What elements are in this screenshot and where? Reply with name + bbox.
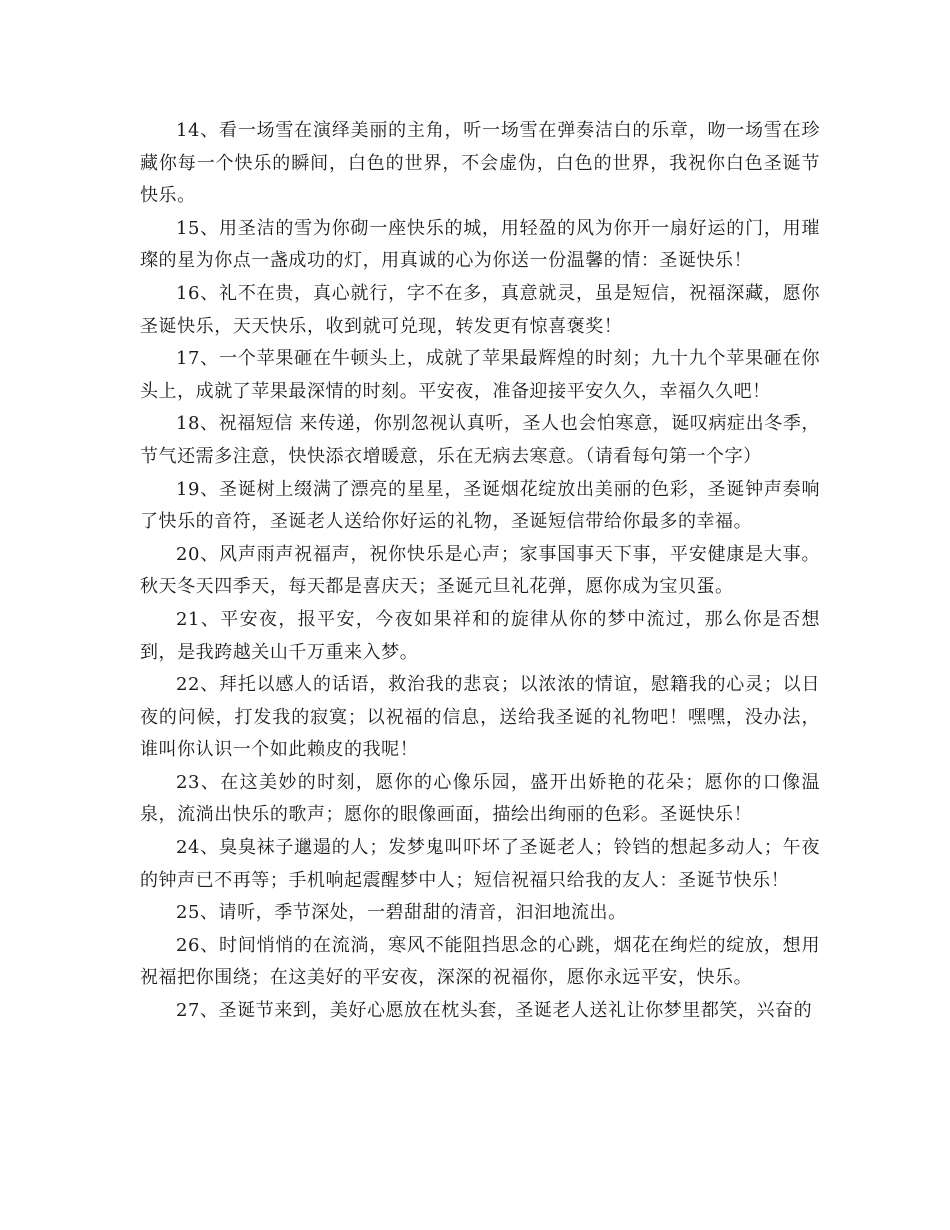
paragraph-14: 14、看一场雪在演绎美丽的主角，听一场雪在弹奏洁白的乐章，吻一场雪在珍藏你每一个快乐的瞬间，白色的世界，不会虚伪，白色的世界，我祝你白色圣诞节快乐。 [140,120,820,207]
paragraph-20: 20、风声雨声祝福声，祝你快乐是心声；家事国事天下事，平安健康是大事。秋天冬天四季天，每天都是喜庆天；圣诞元旦礼花弹，愿你成为宝贝蛋。 [140,543,820,598]
paragraph-15: 15、用圣洁的雪为你砌一座快乐的城，用轻盈的风为你开一扇好运的门，用璀璨的星为你点一盏成功的灯，用真诚的心为你送一份温馨的情：圣诞快乐！ [140,217,820,272]
paragraph-21: 21、平安夜，报平安，今夜如果祥和的旋律从你的梦中流过，那么你是否想到，是我跨越关山千万重来入梦。 [140,608,820,663]
paragraph-23: 23、在这美妙的时刻，愿你的心像乐园，盛开出娇艳的花朵；愿你的口像温泉，流淌出快乐的歌声；愿你的眼像画面，描绘出绚丽的色彩。圣诞快乐！ [140,771,820,826]
paragraph-26: 26、时间悄悄的在流淌，寒风不能阻挡思念的心跳，烟花在绚烂的绽放，想用祝福把你围绕；在这美好的平安夜，深深的祝福你，愿你永远平安，快乐。 [140,934,820,989]
paragraph-17: 17、一个苹果砸在牛顿头上，成就了苹果最辉煌的时刻；九十九个苹果砸在你头上，成就了苹果最深情的时刻。平安夜，准备迎接平安久久，幸福久久吧！ [140,348,820,402]
paragraph-25: 25、请听，季节深处，一碧甜甜的清音，汩汩地流出。 [176,902,627,924]
document-body [140,115,820,1028]
paragraph-27: 27、圣诞节来到，美好心愿放在枕头套，圣诞老人送礼让你梦里都笑，兴奋的 [176,1000,813,1022]
paragraph-22: 22、拜托以感人的话语，救治我的悲哀；以浓浓的情谊，慰籍我的心灵；以日夜的问候，打发我的寂寞；以祝福的信息，送给我圣诞的礼物吧！嘿嘿，没办法，谁叫你认识一个如此赖皮的我呢！ [140,674,820,761]
paragraph-24: 24、臭臭袜子邋遢的人；发梦鬼叫吓坏了圣诞老人；铃铛的想起多动人；午夜的钟声已不再等；手机响起震醒梦中人；短信祝福只给我的友人：圣诞节快乐！ [140,837,820,891]
paragraph-19: 19、圣诞树上缀满了漂亮的星星，圣诞烟花绽放出美丽的色彩，圣诞钟声奏响了快乐的音符，圣诞老人送给你好运的礼物，圣诞短信带给你最多的幸福。 [140,478,820,533]
paragraph-18: 18、祝福短信 来传递，你别忽视认真听，圣人也会怕寒意，诞叹病症出冬季，节气还需多注意，快快添衣增暖意，乐在无病去寒意。（请看每句第一个字） [140,413,820,467]
paragraph-16: 16、礼不在贵，真心就行，字不在多，真意就灵，虽是短信，祝福深藏，愿你圣诞快乐，天天快乐，收到就可兑现，转发更有惊喜褒奖！ [140,282,820,337]
